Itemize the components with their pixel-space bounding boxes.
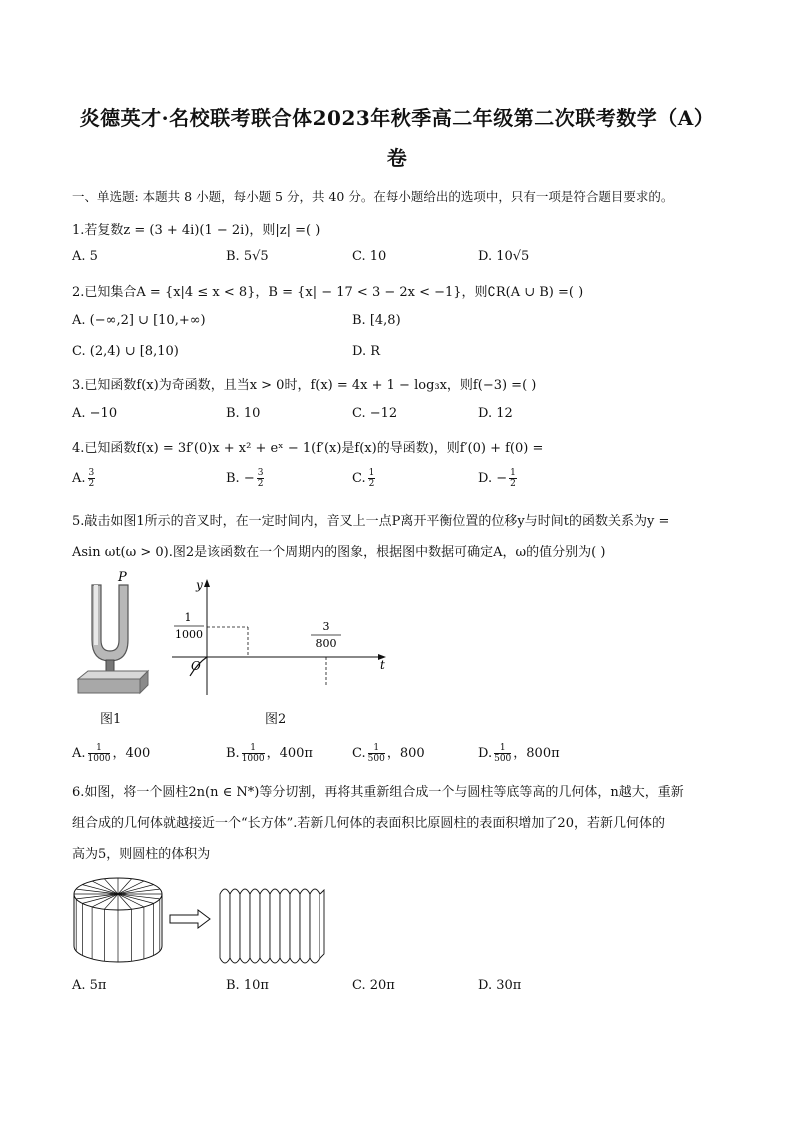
y-axis-arrow bbox=[204, 579, 210, 587]
recombined-side-face bbox=[320, 890, 324, 958]
recombined-slab bbox=[290, 889, 300, 963]
recombined-slab bbox=[250, 889, 260, 963]
q2-option-d: D. R bbox=[352, 344, 381, 359]
q5-option-a: A. $\frac{1}{1000}$ ，400 bbox=[72, 743, 151, 764]
origin-label: O bbox=[191, 659, 201, 673]
q6-option-c: C. 20π bbox=[352, 978, 395, 993]
sine-graph-figure bbox=[170, 575, 395, 700]
prong-highlight bbox=[94, 585, 98, 645]
recombined-slab bbox=[260, 889, 270, 963]
q6-option-b: B. 10π bbox=[226, 978, 269, 993]
question-5-stem-line2: Asin ωt(ω > 0).图2是该函数在一个周期内的图象，根据图中数据可确定A，ω的值分别为( ) bbox=[72, 545, 606, 560]
q6-option-d: D. 30π bbox=[478, 978, 522, 993]
recombined-slab bbox=[270, 889, 280, 963]
page-title-continued: 卷 bbox=[386, 146, 408, 170]
question-4-stem: 4.已知函数f(x) = 3f′(0)x + x² + eˣ − 1(f′(x)是f(x)的导函数)，则f′(0) + f(0) = bbox=[72, 441, 544, 456]
point-p-label: P bbox=[118, 570, 127, 585]
recombined-slab bbox=[280, 889, 290, 963]
amplitude-numerator: 1 bbox=[184, 611, 192, 624]
recombined-slab bbox=[300, 889, 310, 963]
q2-option-b: B. [4,8) bbox=[352, 313, 401, 328]
page-title: 炎德英才·名校联考联合体2023年秋季高二年级第二次联考数学（A） bbox=[79, 106, 715, 130]
q5-option-b: B. $\frac{1}{1000}$ ，400π bbox=[226, 743, 313, 764]
q3-option-d: D. 12 bbox=[478, 406, 513, 421]
q3-option-b: B. 10 bbox=[226, 406, 261, 421]
recombined-solid bbox=[220, 889, 324, 963]
recombined-slab bbox=[220, 889, 230, 963]
q5-option-d: D. $\frac{1}{500}$ ，800π bbox=[478, 743, 560, 764]
question-6-stem-line1: 6.如图，将一个圆柱2n(n ∈ N*)等分切割，再将其重新组合成一个与圆柱等底等高的几何体，n越大，重新 bbox=[72, 785, 684, 800]
q4-option-b: B. − $\frac{3}{2}$ bbox=[226, 468, 264, 489]
q4-option-a: A. $\frac{3}{2}$ bbox=[72, 468, 95, 489]
figure-2-caption: 图2 bbox=[265, 712, 287, 727]
q1-option-c: C. 10 bbox=[352, 249, 387, 264]
figure-1-caption: 图1 bbox=[100, 712, 122, 727]
q1-option-d: D. 10√5 bbox=[478, 249, 530, 264]
q4-option-c: C. $\frac{1}{2}$ bbox=[352, 468, 375, 489]
question-5-stem-line1: 5.敲击如图1所示的音叉时，在一定时间内，音叉上一点P离开平衡位置的位移y与时间t的函数关系为y = bbox=[72, 514, 670, 529]
cylinder-recombination-figure bbox=[70, 870, 330, 968]
recombined-slab bbox=[240, 889, 250, 963]
question-2-stem: 2.已知集合A = {x|4 ≤ x < 8}，B = {x| − 17 < 3 − 2x < −1}，则∁R(A ∪ B) =( ) bbox=[72, 285, 584, 300]
q1-option-a: A. 5 bbox=[72, 249, 98, 264]
transform-arrow-icon bbox=[170, 910, 210, 928]
y-axis-label: y bbox=[196, 578, 203, 592]
period-denominator: 800 bbox=[315, 637, 337, 650]
base-top bbox=[78, 671, 148, 679]
period-numerator: 3 bbox=[322, 620, 330, 633]
q2-option-a: A. (−∞,2] ∪ [10,+∞) bbox=[72, 313, 206, 328]
amplitude-denominator: 1000 bbox=[175, 628, 203, 641]
question-3-stem: 3.已知函数f(x)为奇函数，且当x > 0时，f(x) = 4x + 1 − log₃x，则f(−3) =( ) bbox=[72, 378, 537, 393]
recombined-slab bbox=[310, 889, 320, 963]
q3-option-a: A. −10 bbox=[72, 406, 118, 421]
q6-option-a: A. 5π bbox=[72, 978, 107, 993]
tuning-fork-figure bbox=[70, 565, 160, 695]
q2-option-c: C. (2,4) ∪ [8,10) bbox=[72, 344, 179, 359]
q5-option-c: C. $\frac{1}{500}$ ，800 bbox=[352, 743, 425, 764]
q4-option-d: D. − $\frac{1}{2}$ bbox=[478, 468, 516, 489]
base-front bbox=[78, 679, 140, 693]
question-1-stem: 1.若复数z = (3 + 4i)(1 − 2i)，则|z| =( ) bbox=[72, 223, 321, 238]
section-header: 一、单选题: 本题共 8 小题，每小题 5 分，共 40 分。在每小题给出的选项中，只有一项是符合题目要求的。 bbox=[72, 189, 674, 204]
q3-option-c: C. −12 bbox=[352, 406, 398, 421]
q1-option-b: B. 5√5 bbox=[226, 249, 269, 264]
recombined-slab bbox=[230, 889, 240, 963]
question-6-stem-line2: 组合成的几何体就越接近一个“长方体”.若新几何体的表面积比原圆柱的表面积增加了20，若新几何体的 bbox=[72, 816, 665, 831]
t-axis-label: t bbox=[380, 658, 385, 672]
question-6-stem-line3: 高为5，则圆柱的体积为 bbox=[72, 847, 211, 862]
